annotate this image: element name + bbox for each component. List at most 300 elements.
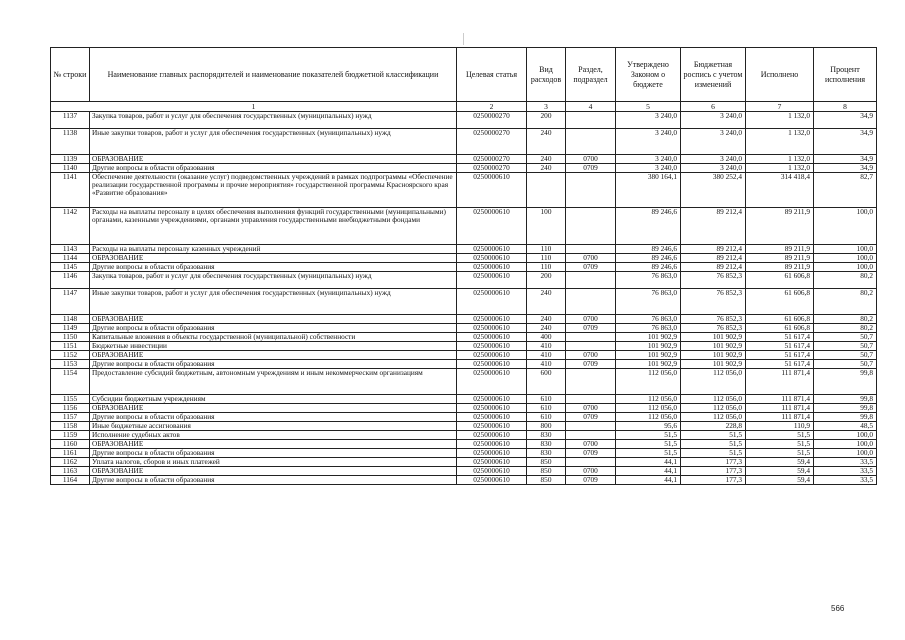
approved-amount-cell: 89 246,6	[616, 208, 681, 245]
table-header	[51, 48, 877, 112]
target-article-cell: 0250000610	[457, 254, 527, 263]
table-row	[51, 458, 877, 467]
target-article-cell: 0250000610	[457, 431, 527, 440]
header-budget-schedule: Бюджетная роспись с учетом изменений	[681, 48, 746, 102]
target-article-cell: 0250000270	[457, 112, 527, 129]
section-cell	[566, 112, 616, 129]
percent-cell: 80,2	[814, 289, 877, 315]
row-name-cell: Уплата налогов, сборов и иных платежей	[90, 458, 457, 467]
percent-cell: 33,5	[814, 458, 877, 467]
row-name-cell: ОБРАЗОВАНИЕ	[90, 440, 457, 449]
approved-amount-cell: 51,5	[616, 431, 681, 440]
target-article-cell: 0250000610	[457, 476, 527, 485]
table-row	[51, 333, 877, 342]
header-executed: Исполнено	[746, 48, 814, 102]
expense-type-cell: 400	[527, 333, 566, 342]
header-row-number: № строки	[51, 48, 90, 102]
row-name-cell: Другие вопросы в области образования	[90, 476, 457, 485]
approved-amount-cell: 3 240,0	[616, 155, 681, 164]
target-article-cell: 0250000610	[457, 422, 527, 431]
column-number: 6	[681, 102, 746, 112]
target-article-cell: 0250000270	[457, 164, 527, 173]
section-cell	[566, 245, 616, 254]
row-name-cell: Расходы на выплаты персоналу казенных учреждений	[90, 245, 457, 254]
expense-type-cell: 600	[527, 369, 566, 395]
target-article-cell: 0250000610	[457, 360, 527, 369]
header-approved: Утверждено Законом о бюджете	[616, 48, 681, 102]
executed-amount-cell: 61 606,8	[746, 324, 814, 333]
budget-amount-cell: 3 240,0	[681, 129, 746, 155]
approved-amount-cell: 101 902,9	[616, 360, 681, 369]
expense-type-cell: 830	[527, 440, 566, 449]
expense-type-cell: 610	[527, 413, 566, 422]
approved-amount-cell: 51,5	[616, 449, 681, 458]
budget-amount-cell: 3 240,0	[681, 164, 746, 173]
approved-amount-cell: 101 902,9	[616, 351, 681, 360]
percent-cell: 34,9	[814, 164, 877, 173]
expense-type-cell: 850	[527, 458, 566, 467]
approved-amount-cell: 112 056,0	[616, 404, 681, 413]
table-row	[51, 112, 877, 129]
percent-cell: 100,0	[814, 263, 877, 272]
row-number-cell: 1137	[51, 112, 90, 129]
row-number-cell: 1142	[51, 208, 90, 245]
table-row	[51, 263, 877, 272]
table-body	[51, 112, 877, 485]
expense-type-cell: 110	[527, 254, 566, 263]
section-cell: 0700	[566, 254, 616, 263]
table-row	[51, 476, 877, 485]
section-cell	[566, 208, 616, 245]
executed-amount-cell: 51 617,4	[746, 342, 814, 351]
budget-amount-cell: 112 056,0	[681, 369, 746, 395]
table-row	[51, 395, 877, 404]
expense-type-cell: 200	[527, 272, 566, 289]
percent-cell: 99,8	[814, 413, 877, 422]
executed-amount-cell: 89 211,9	[746, 263, 814, 272]
budget-amount-cell: 89 212,4	[681, 245, 746, 254]
budget-amount-cell: 101 902,9	[681, 333, 746, 342]
table-row	[51, 467, 877, 476]
expense-type-cell: 240	[527, 289, 566, 315]
approved-amount-cell: 112 056,0	[616, 369, 681, 395]
budget-amount-cell: 101 902,9	[681, 342, 746, 351]
approved-amount-cell: 112 056,0	[616, 395, 681, 404]
table-row	[51, 155, 877, 164]
row-number-cell: 1150	[51, 333, 90, 342]
percent-cell: 99,8	[814, 404, 877, 413]
column-number-row	[51, 102, 877, 112]
target-article-cell: 0250000610	[457, 467, 527, 476]
expense-type-cell: 240	[527, 164, 566, 173]
expense-type-cell: 410	[527, 342, 566, 351]
percent-cell: 100,0	[814, 254, 877, 263]
section-cell	[566, 333, 616, 342]
header-name: Наименование главных распорядителей и наименование показателей бюджетной классификации	[90, 48, 457, 102]
page-number: 566	[831, 604, 845, 613]
approved-amount-cell: 76 863,0	[616, 324, 681, 333]
section-cell: 0709	[566, 324, 616, 333]
row-name-cell: Исполнение судебных актов	[90, 431, 457, 440]
table-row	[51, 208, 877, 245]
executed-amount-cell: 111 871,4	[746, 413, 814, 422]
percent-cell: 100,0	[814, 449, 877, 458]
executed-amount-cell: 1 132,0	[746, 112, 814, 129]
executed-amount-cell: 1 132,0	[746, 164, 814, 173]
section-cell: 0700	[566, 315, 616, 324]
section-cell: 0709	[566, 413, 616, 422]
section-cell: 0700	[566, 351, 616, 360]
approved-amount-cell: 76 863,0	[616, 289, 681, 315]
row-number-cell: 1152	[51, 351, 90, 360]
row-name-cell: Закупка товаров, работ и услуг для обеспечения государственных (муниципальных) нужд	[90, 112, 457, 129]
approved-amount-cell: 44,1	[616, 458, 681, 467]
approved-amount-cell: 380 164,1	[616, 173, 681, 208]
row-name-cell: ОБРАЗОВАНИЕ	[90, 351, 457, 360]
row-number-cell: 1163	[51, 467, 90, 476]
row-number-cell: 1151	[51, 342, 90, 351]
table-row	[51, 245, 877, 254]
budget-amount-cell: 51,5	[681, 449, 746, 458]
budget-amount-cell: 112 056,0	[681, 395, 746, 404]
target-article-cell: 0250000610	[457, 324, 527, 333]
executed-amount-cell: 51 617,4	[746, 351, 814, 360]
row-name-cell: ОБРАЗОВАНИЕ	[90, 254, 457, 263]
row-name-cell: Другие вопросы в области образования	[90, 263, 457, 272]
approved-amount-cell: 44,1	[616, 467, 681, 476]
budget-amount-cell: 177,3	[681, 458, 746, 467]
approved-amount-cell: 89 246,6	[616, 263, 681, 272]
row-number-cell: 1161	[51, 449, 90, 458]
budget-amount-cell: 89 212,4	[681, 254, 746, 263]
row-number-cell: 1143	[51, 245, 90, 254]
budget-amount-cell: 101 902,9	[681, 351, 746, 360]
executed-amount-cell: 1 132,0	[746, 155, 814, 164]
target-article-cell: 0250000610	[457, 369, 527, 395]
row-name-cell: ОБРАЗОВАНИЕ	[90, 467, 457, 476]
row-name-cell: Другие вопросы в области образования	[90, 164, 457, 173]
table-row	[51, 164, 877, 173]
section-cell: 0700	[566, 404, 616, 413]
row-name-cell: Капитальные вложения в объекты государственной (муниципальной) собственности	[90, 333, 457, 342]
budget-amount-cell: 76 852,3	[681, 324, 746, 333]
section-cell	[566, 289, 616, 315]
budget-amount-cell: 112 056,0	[681, 404, 746, 413]
budget-amount-cell: 112 056,0	[681, 413, 746, 422]
percent-cell: 100,0	[814, 208, 877, 245]
row-name-cell: ОБРАЗОВАНИЕ	[90, 155, 457, 164]
row-name-cell: Другие вопросы в области образования	[90, 413, 457, 422]
row-number-cell: 1154	[51, 369, 90, 395]
expense-type-cell: 830	[527, 431, 566, 440]
approved-amount-cell: 76 863,0	[616, 315, 681, 324]
percent-cell: 34,9	[814, 112, 877, 129]
budget-amount-cell: 3 240,0	[681, 155, 746, 164]
section-cell	[566, 173, 616, 208]
target-article-cell: 0250000610	[457, 333, 527, 342]
expense-type-cell: 240	[527, 129, 566, 155]
target-article-cell: 0250000610	[457, 351, 527, 360]
section-cell: 0700	[566, 467, 616, 476]
expense-type-cell: 240	[527, 324, 566, 333]
table-row	[51, 324, 877, 333]
table-row	[51, 254, 877, 263]
row-number-cell: 1138	[51, 129, 90, 155]
section-cell: 0709	[566, 476, 616, 485]
table-row	[51, 413, 877, 422]
row-name-cell: Другие вопросы в области образования	[90, 360, 457, 369]
percent-cell: 50,7	[814, 342, 877, 351]
expense-type-cell: 100	[527, 208, 566, 245]
table-row	[51, 129, 877, 155]
table-row	[51, 449, 877, 458]
column-number: 8	[814, 102, 877, 112]
approved-amount-cell: 44,1	[616, 476, 681, 485]
section-cell: 0709	[566, 360, 616, 369]
approved-amount-cell: 76 863,0	[616, 272, 681, 289]
budget-amount-cell: 177,3	[681, 467, 746, 476]
percent-cell: 100,0	[814, 245, 877, 254]
table-row	[51, 360, 877, 369]
budget-amount-cell: 101 902,9	[681, 360, 746, 369]
section-cell	[566, 342, 616, 351]
table-row	[51, 431, 877, 440]
table-row	[51, 289, 877, 315]
target-article-cell: 0250000270	[457, 155, 527, 164]
row-name-cell: Предоставление субсидий бюджетным, автономным учреждениям и иным некоммерческим организациям	[90, 369, 457, 395]
row-number-cell: 1157	[51, 413, 90, 422]
budget-execution-table	[50, 47, 877, 485]
section-cell	[566, 272, 616, 289]
column-number: 3	[527, 102, 566, 112]
executed-amount-cell: 61 606,8	[746, 272, 814, 289]
row-name-cell: Субсидии бюджетным учреждениям	[90, 395, 457, 404]
table-row	[51, 342, 877, 351]
executed-amount-cell: 51,5	[746, 449, 814, 458]
approved-amount-cell: 101 902,9	[616, 333, 681, 342]
header-target-article: Целевая статья	[457, 48, 527, 102]
target-article-cell: 0250000610	[457, 315, 527, 324]
target-article-cell: 0250000610	[457, 245, 527, 254]
approved-amount-cell: 89 246,6	[616, 254, 681, 263]
section-cell: 0709	[566, 449, 616, 458]
row-name-cell: ОБРАЗОВАНИЕ	[90, 404, 457, 413]
column-number: 4	[566, 102, 616, 112]
row-number-cell: 1156	[51, 404, 90, 413]
percent-cell: 100,0	[814, 440, 877, 449]
target-article-cell: 0250000610	[457, 449, 527, 458]
budget-amount-cell: 3 240,0	[681, 112, 746, 129]
percent-cell: 80,2	[814, 315, 877, 324]
executed-amount-cell: 59,4	[746, 476, 814, 485]
expense-type-cell: 800	[527, 422, 566, 431]
budget-amount-cell: 89 212,4	[681, 263, 746, 272]
row-number-cell: 1141	[51, 173, 90, 208]
section-cell	[566, 369, 616, 395]
expense-type-cell: 110	[527, 263, 566, 272]
executed-amount-cell: 111 871,4	[746, 395, 814, 404]
percent-cell: 82,7	[814, 173, 877, 208]
executed-amount-cell: 314 418,4	[746, 173, 814, 208]
section-cell	[566, 129, 616, 155]
target-article-cell: 0250000610	[457, 413, 527, 422]
executed-amount-cell: 111 871,4	[746, 404, 814, 413]
budget-amount-cell: 89 212,4	[681, 208, 746, 245]
row-name-cell: Другие вопросы в области образования	[90, 324, 457, 333]
target-article-cell: 0250000610	[457, 395, 527, 404]
executed-amount-cell: 89 211,9	[746, 208, 814, 245]
section-cell: 0700	[566, 440, 616, 449]
section-cell	[566, 395, 616, 404]
section-cell: 0709	[566, 263, 616, 272]
row-number-cell: 1162	[51, 458, 90, 467]
row-name-cell: Расходы на выплаты персоналу в целях обеспечения выполнения функций государственными (муниципальными) органами, казенными учреждениями, органами управления государственными внебюджетными фондами	[90, 208, 457, 245]
table-row	[51, 440, 877, 449]
target-article-cell: 0250000610	[457, 342, 527, 351]
row-number-cell: 1146	[51, 272, 90, 289]
expense-type-cell: 240	[527, 315, 566, 324]
row-number-cell: 1148	[51, 315, 90, 324]
executed-amount-cell: 51,5	[746, 431, 814, 440]
expense-type-cell: 240	[527, 155, 566, 164]
budget-amount-cell: 228,8	[681, 422, 746, 431]
expense-type-cell	[527, 173, 566, 208]
approved-amount-cell: 101 902,9	[616, 342, 681, 351]
section-cell	[566, 431, 616, 440]
row-number-cell: 1158	[51, 422, 90, 431]
budget-amount-cell: 76 852,3	[681, 272, 746, 289]
header-section: Раздел, подраздел	[566, 48, 616, 102]
column-number: 5	[616, 102, 681, 112]
percent-cell: 48,5	[814, 422, 877, 431]
target-article-cell: 0250000610	[457, 458, 527, 467]
percent-cell: 99,8	[814, 369, 877, 395]
section-cell: 0709	[566, 164, 616, 173]
expense-type-cell: 610	[527, 404, 566, 413]
expense-type-cell: 850	[527, 476, 566, 485]
percent-cell: 33,5	[814, 467, 877, 476]
percent-cell: 80,2	[814, 324, 877, 333]
row-name-cell: Иные закупки товаров, работ и услуг для обеспечения государственных (муниципальных) нужд	[90, 289, 457, 315]
section-cell	[566, 458, 616, 467]
column-number: 7	[746, 102, 814, 112]
scan-artifact	[463, 33, 464, 45]
expense-type-cell: 410	[527, 351, 566, 360]
row-name-cell: Иные закупки товаров, работ и услуг для обеспечения государственных (муниципальных) нужд	[90, 129, 457, 155]
table-row	[51, 173, 877, 208]
target-article-cell: 0250000610	[457, 173, 527, 208]
expense-type-cell: 610	[527, 395, 566, 404]
row-name-cell: ОБРАЗОВАНИЕ	[90, 315, 457, 324]
table-row	[51, 404, 877, 413]
row-name-cell: Обеспечение деятельности (оказание услуг) подведомственных учреждений в рамках подпрограммы «Обеспечение реализации государственной программы и прочие мероприятия» государственной программы Красноярского края «Развитие образования»	[90, 173, 457, 208]
executed-amount-cell: 51 617,4	[746, 360, 814, 369]
row-name-cell: Другие вопросы в области образования	[90, 449, 457, 458]
percent-cell: 34,9	[814, 129, 877, 155]
row-number-cell: 1140	[51, 164, 90, 173]
budget-table-container	[50, 47, 876, 485]
section-cell	[566, 422, 616, 431]
budget-amount-cell: 380 252,4	[681, 173, 746, 208]
percent-cell: 33,5	[814, 476, 877, 485]
row-number-cell: 1160	[51, 440, 90, 449]
column-number: 1	[51, 102, 457, 112]
table-row	[51, 351, 877, 360]
section-cell: 0700	[566, 155, 616, 164]
executed-amount-cell: 59,4	[746, 467, 814, 476]
approved-amount-cell: 3 240,0	[616, 112, 681, 129]
expense-type-cell: 110	[527, 245, 566, 254]
table-row	[51, 369, 877, 395]
target-article-cell: 0250000610	[457, 404, 527, 413]
row-name-cell: Бюджетные инвестиции	[90, 342, 457, 351]
executed-amount-cell: 61 606,8	[746, 315, 814, 324]
executed-amount-cell: 59,4	[746, 458, 814, 467]
row-name-cell: Закупка товаров, работ и услуг для обеспечения государственных (муниципальных) нужд	[90, 272, 457, 289]
percent-cell: 50,7	[814, 333, 877, 342]
executed-amount-cell: 61 606,8	[746, 289, 814, 315]
row-number-cell: 1155	[51, 395, 90, 404]
row-number-cell: 1149	[51, 324, 90, 333]
approved-amount-cell: 112 056,0	[616, 413, 681, 422]
expense-type-cell: 830	[527, 449, 566, 458]
percent-cell: 34,9	[814, 155, 877, 164]
approved-amount-cell: 95,6	[616, 422, 681, 431]
expense-type-cell: 410	[527, 360, 566, 369]
target-article-cell: 0250000270	[457, 129, 527, 155]
target-article-cell: 0250000610	[457, 208, 527, 245]
executed-amount-cell: 110,9	[746, 422, 814, 431]
target-article-cell: 0250000610	[457, 289, 527, 315]
row-number-cell: 1153	[51, 360, 90, 369]
executed-amount-cell: 89 211,9	[746, 254, 814, 263]
executed-amount-cell: 1 132,0	[746, 129, 814, 155]
percent-cell: 99,8	[814, 395, 877, 404]
budget-amount-cell: 76 852,3	[681, 289, 746, 315]
approved-amount-cell: 3 240,0	[616, 164, 681, 173]
percent-cell: 100,0	[814, 431, 877, 440]
budget-amount-cell: 51,5	[681, 440, 746, 449]
budget-amount-cell: 76 852,3	[681, 315, 746, 324]
row-number-cell: 1164	[51, 476, 90, 485]
percent-cell: 50,7	[814, 351, 877, 360]
row-number-cell: 1159	[51, 431, 90, 440]
expense-type-cell: 850	[527, 467, 566, 476]
approved-amount-cell: 89 246,6	[616, 245, 681, 254]
executed-amount-cell: 51 617,4	[746, 333, 814, 342]
expense-type-cell: 200	[527, 112, 566, 129]
header-expense-type: Вид расходов	[527, 48, 566, 102]
target-article-cell: 0250000610	[457, 440, 527, 449]
row-number-cell: 1139	[51, 155, 90, 164]
row-number-cell: 1145	[51, 263, 90, 272]
table-row	[51, 272, 877, 289]
approved-amount-cell: 51,5	[616, 440, 681, 449]
budget-amount-cell: 177,3	[681, 476, 746, 485]
percent-cell: 80,2	[814, 272, 877, 289]
row-number-cell: 1147	[51, 289, 90, 315]
header-percent: Процент исполнения	[814, 48, 877, 102]
percent-cell: 50,7	[814, 360, 877, 369]
row-name-cell: Иные бюджетные ассигнования	[90, 422, 457, 431]
executed-amount-cell: 111 871,4	[746, 369, 814, 395]
target-article-cell: 0250000610	[457, 272, 527, 289]
target-article-cell: 0250000610	[457, 263, 527, 272]
executed-amount-cell: 51,5	[746, 440, 814, 449]
approved-amount-cell: 3 240,0	[616, 129, 681, 155]
budget-amount-cell: 51,5	[681, 431, 746, 440]
table-row	[51, 422, 877, 431]
